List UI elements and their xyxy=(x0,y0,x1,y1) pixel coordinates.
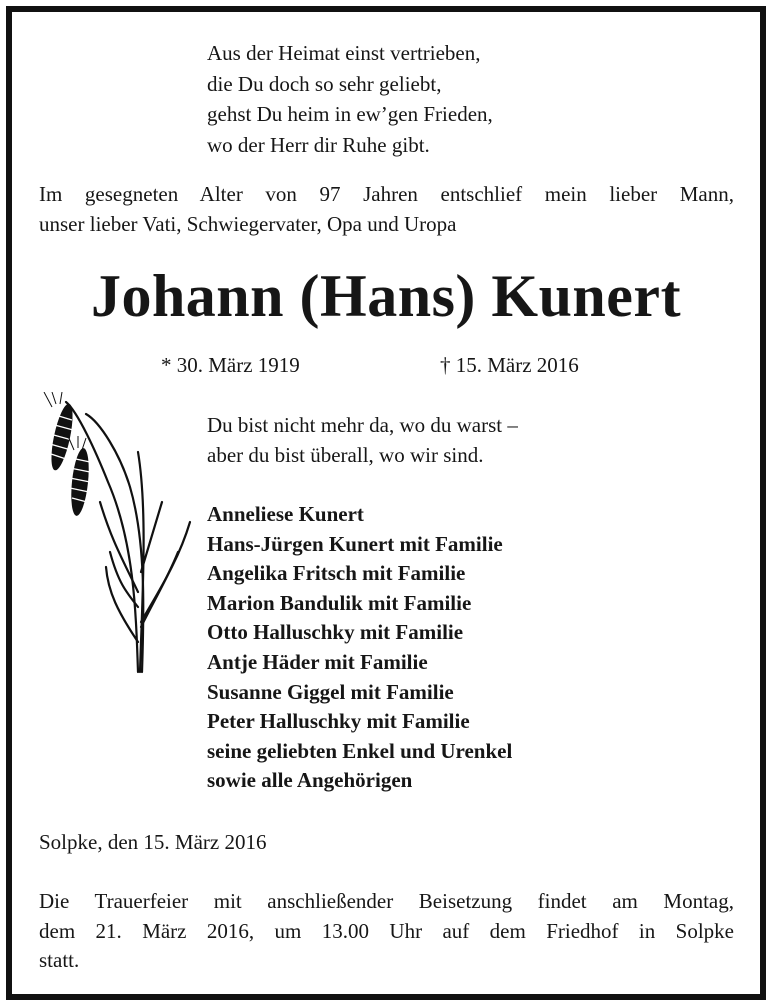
mourner-item: Susanne Giggel mit Familie xyxy=(207,679,454,704)
quote-line: aber du bist überall, wo wir sind. xyxy=(207,443,484,467)
place-date: Solpke, den 15. März 2016 xyxy=(39,830,267,854)
mourner-item: Angelika Fritsch mit Familie xyxy=(207,561,466,586)
funeral-line: statt. xyxy=(39,948,80,972)
mourner-item: seine geliebten Enkel und Urenkel xyxy=(207,738,513,763)
obituary-frame xyxy=(6,6,766,1000)
mourner-item: Otto Halluschky mit Familie xyxy=(207,620,464,645)
poem-line: gehst Du heim in ew’gen Frieden, xyxy=(207,102,493,126)
mourner-item: Marion Bandulik mit Familie xyxy=(207,590,472,615)
funeral-line: Die Trauerfeier mit anschließender Beisetzung findet am Montag, xyxy=(39,889,734,913)
poem-line: Aus der Heimat einst vertrieben, xyxy=(207,41,481,65)
intro-line: Im gesegneten Alter von 97 Jahren entschlief mein lieber Mann, xyxy=(39,182,734,206)
wheat-ear-icon xyxy=(38,392,203,682)
memorial-quote xyxy=(207,410,518,470)
poem-line: die Du doch so sehr geliebt, xyxy=(207,71,442,96)
intro-line: unser lieber Vati, Schwiegervater, Opa und Uropa xyxy=(39,211,457,236)
quote-line: Du bist nicht mehr da, wo du warst – xyxy=(207,413,518,437)
death-date: † 15. März 2016 xyxy=(440,353,579,377)
mourner-item: Peter Halluschky mit Familie xyxy=(207,709,470,734)
birth-date: * 30. März 1919 xyxy=(161,353,300,377)
mourner-item: Antje Häder mit Familie xyxy=(207,649,428,674)
funeral-line: dem 21. März 2016, um 13.00 Uhr auf dem Friedhof in Solpke xyxy=(39,918,734,943)
deceased-name: Johann (Hans) Kunert xyxy=(90,263,682,329)
mourner-item: Hans-Jürgen Kunert mit Familie xyxy=(207,531,503,556)
poem-line: wo der Herr dir Ruhe gibt. xyxy=(207,132,430,157)
mourners-list xyxy=(207,500,512,796)
funeral-notice xyxy=(39,887,734,976)
mourner-item: Anneliese Kunert xyxy=(207,502,364,526)
intro-text xyxy=(39,180,734,239)
poem xyxy=(207,38,493,160)
mourner-item: sowie alle Angehörigen xyxy=(207,768,413,793)
